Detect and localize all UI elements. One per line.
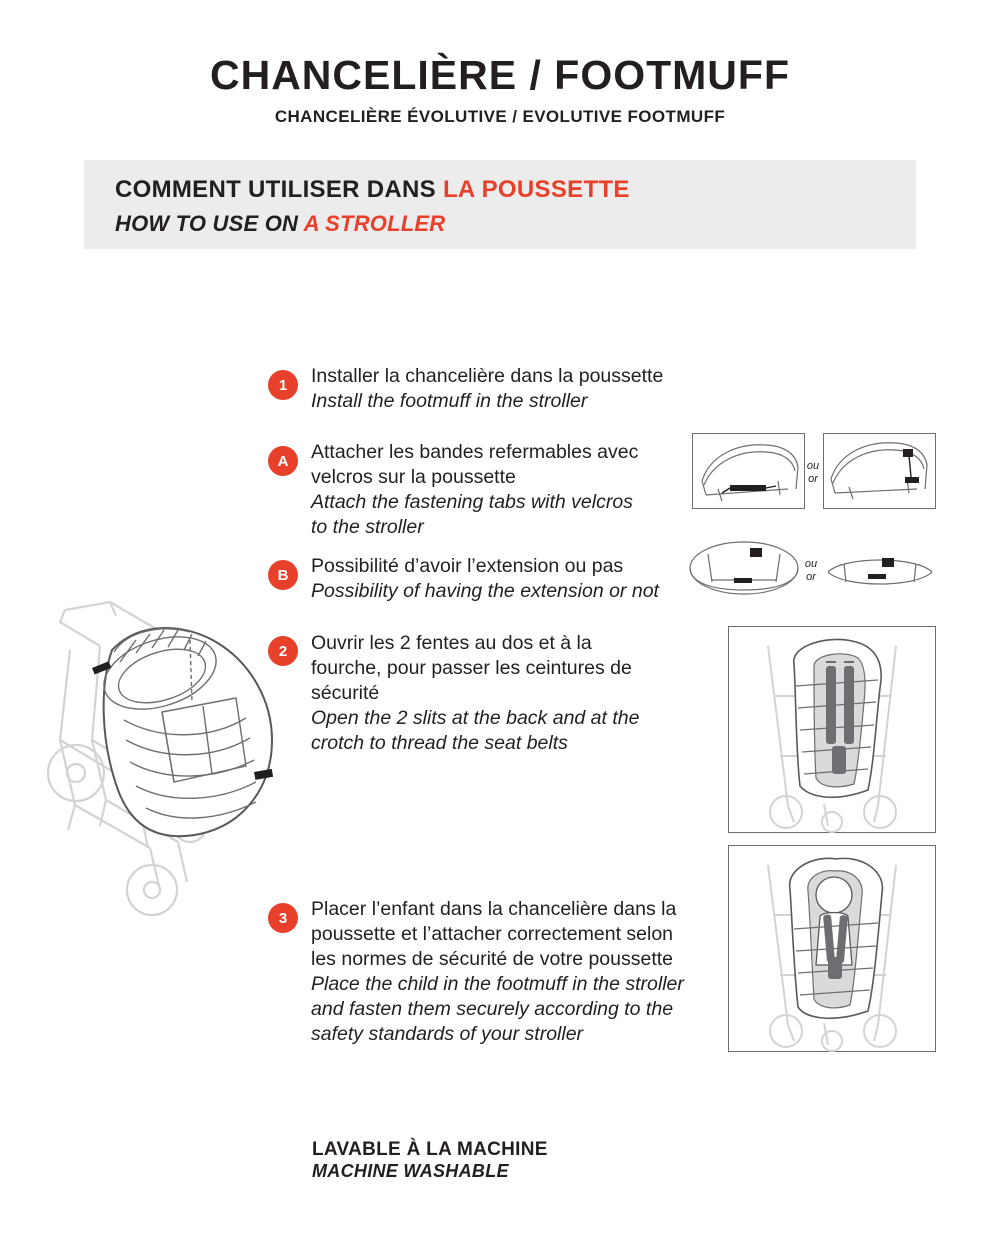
banner-line-fr-accent: LA POUSSETTE	[442, 176, 630, 203]
step-1-en: Install the footmuff in the stroller	[311, 390, 588, 412]
step-b-fr: Possibilité d’avoir l’extension ou pas	[311, 555, 624, 577]
step-1-fr: Installer la chancelière dans la poussette	[311, 365, 664, 387]
step-a-en: Attach the fastening tabs with velcros to the stroller	[311, 491, 633, 538]
connector-1-en: or	[808, 473, 818, 485]
banner-line-en-accent: A STROLLER	[303, 211, 446, 236]
banner-line-fr-plain: COMMENT UTILISER DANS	[115, 176, 443, 203]
step-3-fr: Placer l’enfant dans la chancelière dans la poussette et l’attacher correctement selon les normes de sécurité de votre poussette	[311, 898, 677, 970]
connector-ou-or-1	[802, 460, 824, 486]
step-badge-2: 2	[268, 636, 298, 666]
page-subtitle: CHANCELIÈRE ÉVOLUTIVE / EVOLUTIVE FOOTMUFF	[274, 107, 726, 126]
step-a-illustration-right	[823, 433, 936, 509]
banner-line-fr	[115, 176, 630, 204]
step-text-b	[311, 554, 691, 604]
step-b-illustration-left	[688, 534, 800, 606]
step-badge-1: 1	[268, 370, 298, 400]
page-title: CHANCELIÈRE / FOOTMUFF	[209, 52, 791, 98]
step-2-illustration	[728, 626, 936, 833]
step-3-en: Place the child in the footmuff in the stroller and fasten them securely according to the safety standards of your stroller	[311, 973, 684, 1045]
step-badge-b: B	[268, 560, 298, 590]
step-text-3	[311, 897, 701, 1047]
step-b-en: Possibility of having the extension or not	[311, 580, 659, 602]
connector-ou-or-2	[800, 558, 822, 584]
connector-1-fr: ou	[806, 460, 820, 472]
connector-2-fr: ou	[804, 558, 818, 570]
step-text-a	[311, 440, 641, 540]
step-badge-a: A	[268, 446, 298, 476]
step-2-fr: Ouvrir les 2 fentes au dos et à la fourche, pour passer les ceintures de sécurité	[311, 632, 632, 704]
step-a-fr: Attacher les bandes refermables avec velcros sur la poussette	[311, 441, 639, 488]
banner-line-en-plain: HOW TO USE ON	[115, 211, 304, 236]
step-text-1	[311, 364, 711, 414]
step-a-illustration-left	[692, 433, 805, 509]
step-3-illustration	[728, 845, 936, 1052]
step-text-2	[311, 631, 641, 756]
connector-2-en: or	[806, 571, 816, 583]
step-b-illustration-right	[824, 548, 936, 600]
step-badge-3: 3	[268, 903, 298, 933]
banner-line-en	[115, 211, 445, 237]
step-2-en: Open the 2 slits at the back and at the crotch to thread the seat belts	[311, 707, 640, 754]
footer-care-en: MACHINE WASHABLE	[312, 1161, 509, 1181]
footer-care-fr: LAVABLE À LA MACHINE	[312, 1139, 548, 1160]
